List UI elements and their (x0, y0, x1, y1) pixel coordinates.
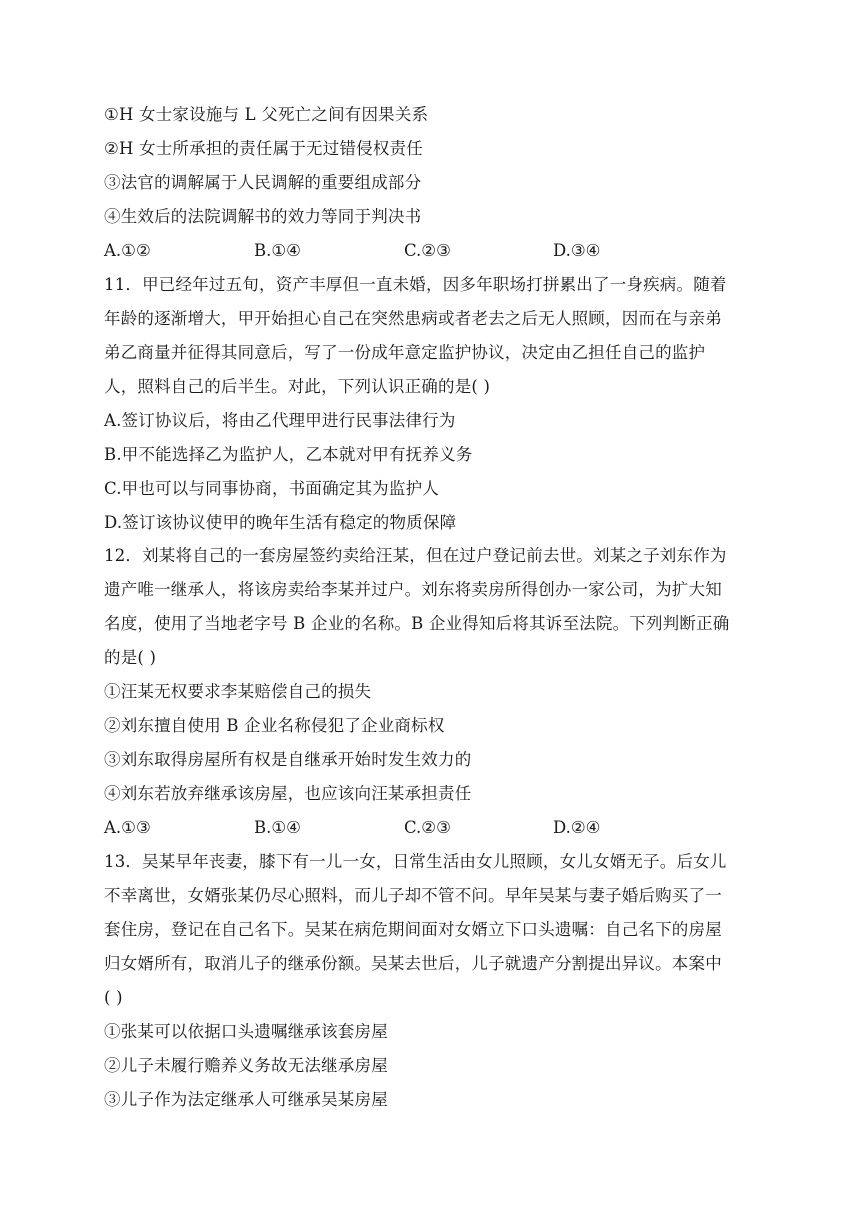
q10-statement-3: ③法官的调解属于人民调解的重要组成部分 (104, 173, 422, 192)
q13-stem-line-1: 13．吴某早年丧妻，膝下有一儿一女，日常生活由女儿照顾，女儿女婿无子。后女儿 (104, 852, 727, 871)
q13-stem-line-4: 归女婿所有，取消儿子的继承份额。吴某去世后，儿子就遗产分割提出异议。本案中 (104, 954, 722, 973)
q11-option-b[interactable]: B.甲不能选择乙为监护人，乙本就对甲有抚养义务 (104, 445, 473, 464)
q11-option-d[interactable]: D.签订该协议使甲的晚年生活有稳定的物质保障 (104, 513, 457, 532)
q13-stem-line-2: 不幸离世，女婿张某仍尽心照料，而儿子却不管不问。早年吴某与妻子婚后购买了一 (104, 886, 722, 905)
q12-stem-line-3: 名度，使用了当地老字号 B 企业的名称。B 企业得知后将其诉至法院。下列判断正确 (104, 614, 730, 633)
q12-option-d[interactable]: D.②④ (553, 818, 601, 837)
q11-option-a[interactable]: A.签订协议后，将由乙代理甲进行民事法律行为 (104, 411, 456, 430)
q13-statement-2: ②儿子未履行赡养义务故无法继承房屋 (104, 1056, 388, 1075)
q11-option-c[interactable]: C.甲也可以与同事协商，书面确定其为监护人 (104, 479, 439, 498)
q10-statement-1: ①H 女士家设施与 L 父死亡之间有因果关系 (104, 105, 429, 124)
q12-statement-3: ③刘东取得房屋所有权是自继承开始时发生效力的 (104, 750, 472, 769)
q10-option-b[interactable]: B.①④ (254, 241, 301, 260)
q10-statement-4: ④生效后的法院调解书的效力等同于判决书 (104, 207, 422, 226)
q10-option-c[interactable]: C.②③ (404, 241, 451, 260)
q10-option-a[interactable]: A.①② (104, 241, 151, 260)
q12-option-c[interactable]: C.②③ (404, 818, 451, 837)
q10-statement-2: ②H 女士所承担的责任属于无过错侵权责任 (104, 139, 423, 158)
q13-statement-3: ③儿子作为法定继承人可继承吴某房屋 (104, 1090, 388, 1109)
q12-option-b[interactable]: B.①④ (254, 818, 301, 837)
q12-stem-line-2: 遗产唯一继承人，将该房卖给李某并过户。刘东将卖房所得创办一家公司，为扩大知 (104, 580, 722, 599)
q12-option-a[interactable]: A.①③ (104, 818, 151, 837)
q12-statement-4: ④刘东若放弃继承该房屋，也应该向汪某承担责任 (104, 784, 472, 803)
q11-stem-line-2: 年龄的逐渐增大，甲开始担心自己在突然患病或者老去之后无人照顾，因而在与亲弟 (104, 309, 722, 328)
q12-statement-2: ②刘东擅自使用 B 企业名称侵犯了企业商标权 (104, 716, 445, 735)
q11-stem-line-4: 人，照料自己的后半生。对此，下列认识正确的是( ) (104, 377, 491, 396)
q11-stem-line-1: 11．甲已经年过五旬，资产丰厚但一直未婚，因多年职场打拼累出了一身疾病。随着 (104, 275, 727, 294)
q13-stem-line-5: ( ) (104, 988, 123, 1007)
q12-stem-line-4: 的是( ) (104, 648, 157, 667)
q12-statement-1: ①汪某无权要求李某赔偿自己的损失 (104, 682, 372, 701)
q12-stem-line-1: 12．刘某将自己的一套房屋签约卖给汪某，但在过户登记前去世。刘某之子刘东作为 (104, 546, 727, 565)
q13-statement-1: ①张某可以依据口头遗嘱继承该套房屋 (104, 1022, 388, 1041)
q11-stem-line-3: 弟乙商量并征得其同意后，写了一份成年意定监护协议，决定由乙担任自己的监护 (104, 343, 706, 362)
q13-stem-line-3: 套住房，登记在自己名下。吴某在病危期间面对女婿立下口头遗嘱：自己名下的房屋 (104, 920, 722, 939)
q10-option-d[interactable]: D.③④ (553, 241, 601, 260)
